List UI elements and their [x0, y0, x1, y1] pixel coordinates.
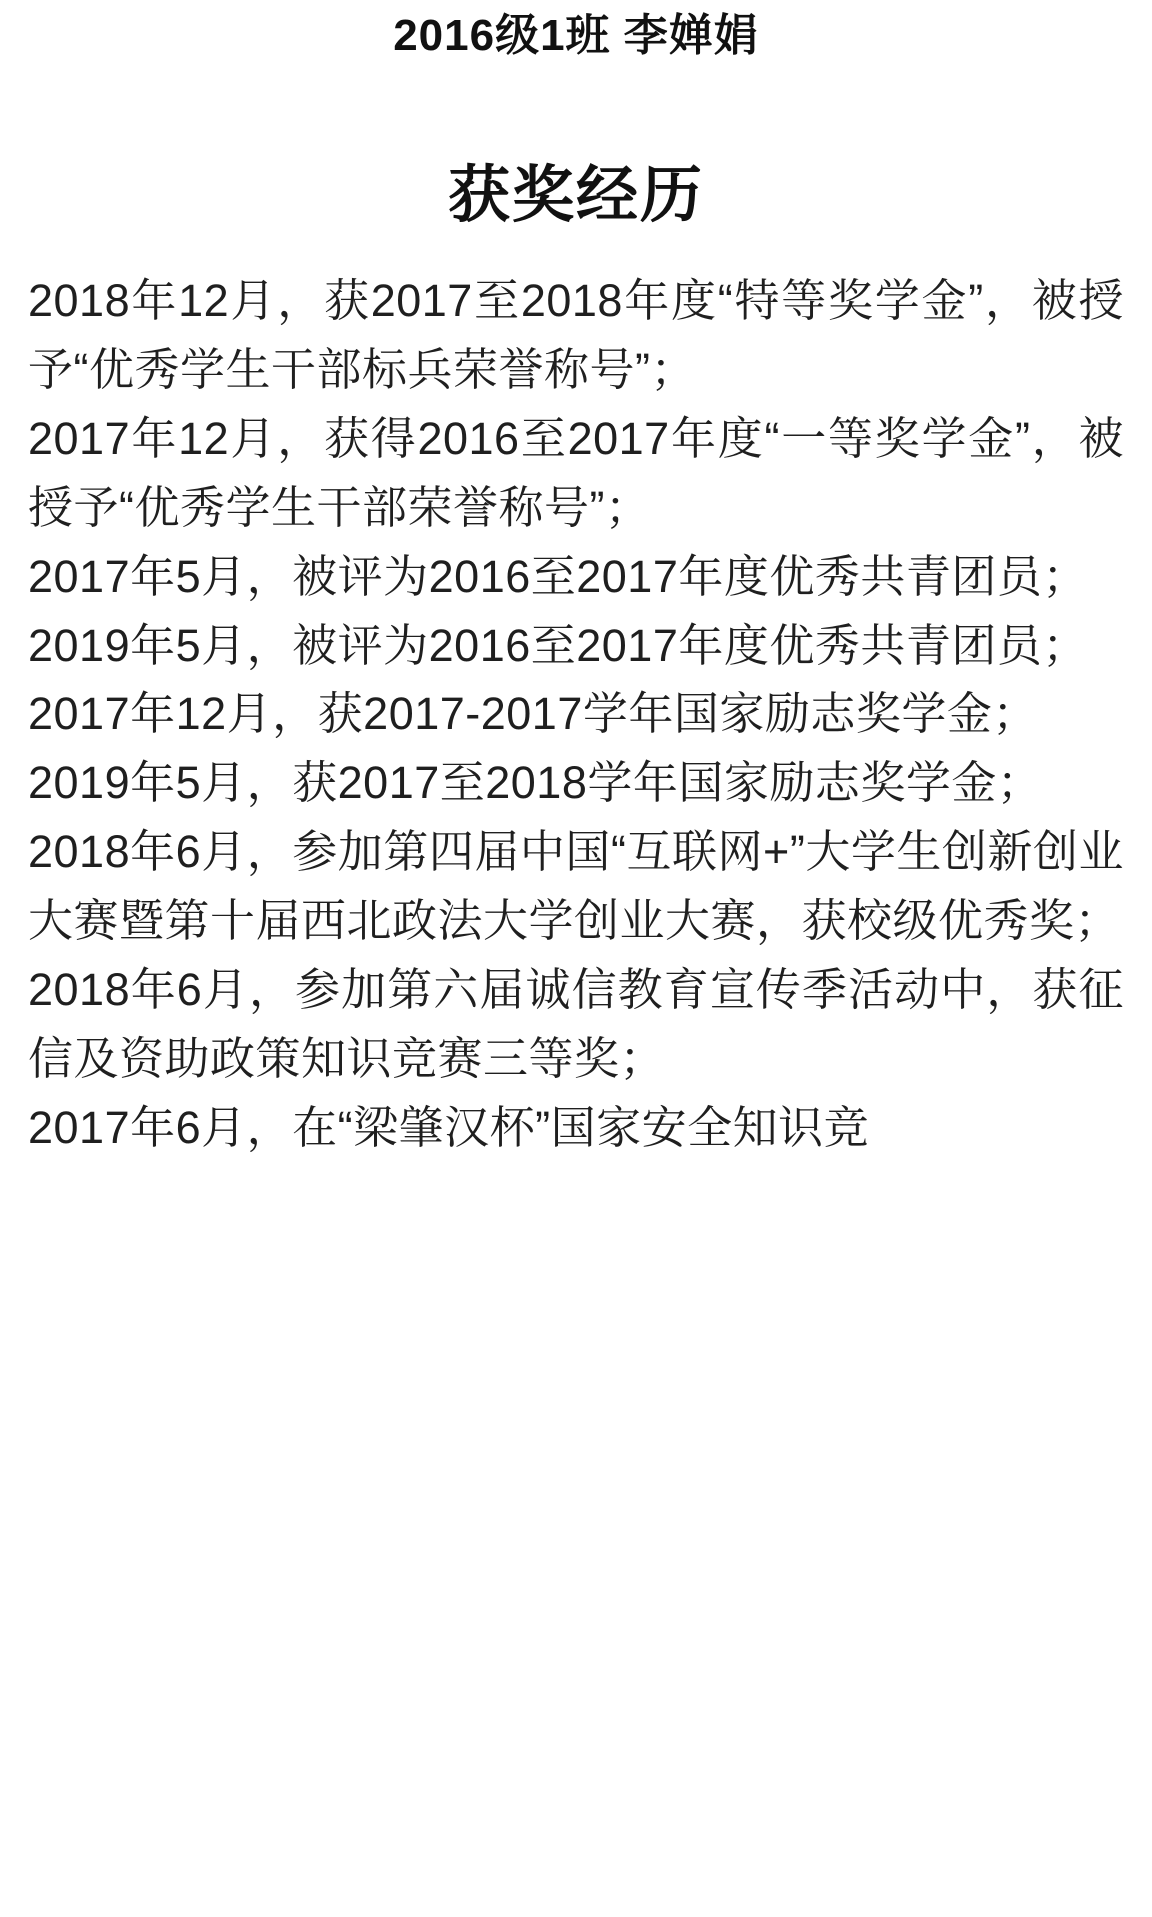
paragraph: 2018年12月，获2017至2018年度“特等奖学金”，被授予“优秀学生干部标兵荣誉称号”；	[28, 275, 1124, 396]
paragraph: 2017年12月，获得2016至2017年度“一等奖学金”，被授予“优秀学生干部荣誉称号”；	[28, 413, 1124, 533]
paragraph: 2017年12月，获2017-2017学年国家励志奖学金；	[28, 688, 1038, 740]
paragraph: 2019年5月，获2017至2018学年国家励志奖学金；	[28, 757, 1043, 809]
paragraph: 2018年6月，参加第六届诚信教育宣传季活动中，获征信及资助政策知识竞赛三等奖；	[28, 963, 1124, 1084]
paragraph: 2019年5月，被评为2016至2017年度优秀共青团员；	[28, 619, 1088, 671]
paragraph: 2017年6月，在“梁肇汉杯”国家安全知识竞	[28, 1101, 870, 1153]
section-title: 获奖经历	[447, 161, 704, 230]
paragraph: 2018年6月，参加第四届中国“互联网+”大学生创新创业大赛暨第十届西北政法大学创业大赛，获校级优秀奖；	[28, 826, 1124, 946]
page-header-title: 2016级1班 李婵娟	[393, 11, 759, 60]
awards-body	[28, 267, 1124, 1162]
paragraph: 2017年5月，被评为2016至2017年度优秀共青团员；	[28, 550, 1088, 602]
